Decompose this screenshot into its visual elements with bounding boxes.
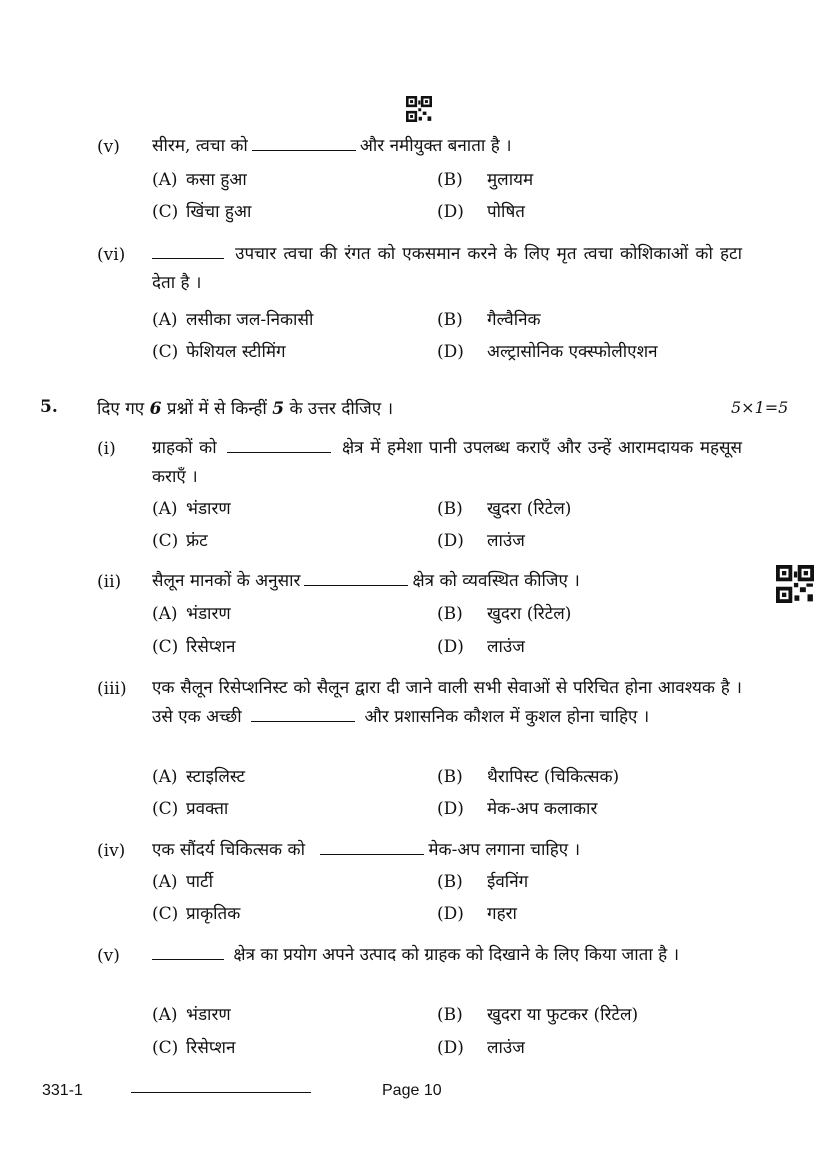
option-d: (D) अल्ट्रासोनिक एक्स्फोलीएशन [437, 342, 658, 362]
item-number: (v) [97, 946, 120, 966]
side-qr-code [776, 565, 814, 603]
option-a: (A) पार्टी [152, 872, 214, 892]
top-qr-code [405, 96, 433, 122]
q5-instruction: दिए गए 6 प्रश्नों में से किन्हीं 5 के उत्तर दीजिए । [97, 399, 394, 419]
item-number: (ii) [97, 572, 122, 592]
option-a: (A) भंडारण [152, 1005, 231, 1025]
option-a: (A) भंडारण [152, 499, 231, 519]
question-stem: सैलून मानकों के अनुसार क्षेत्र को व्यवस्थित कीजिए । [152, 571, 580, 591]
question-stem: सीरम, त्वचा को और नमीयुक्त बनाता है । [152, 136, 512, 156]
option-c: (C) रिसेप्शन [152, 637, 236, 657]
page-number: Page 10 [382, 1082, 442, 1099]
option-c: (C) रिसेप्शन [152, 1038, 236, 1058]
option-a: (A) कसा हुआ [152, 170, 247, 190]
option-b: (B) ईवनिंग [437, 872, 529, 892]
question-stem: उपचार त्वचा की रंगत को एकसमान करने के लिए मृत त्वचा कोशिकाओं को हटा देता है । [152, 244, 743, 293]
answer-blank [152, 257, 224, 259]
option-b: (B) गैल्वैनिक [437, 310, 541, 330]
item-number: (iii) [97, 679, 127, 699]
option-c: (C) फ्रंट [152, 531, 208, 551]
option-d: (D) लाउंज [437, 531, 525, 551]
question-stem: क्षेत्र का प्रयोग अपने उत्पाद को ग्राहक को दिखाने के लिए किया जाता है । [152, 941, 742, 970]
paper-code: 331-1 [42, 1082, 83, 1099]
answer-blank [252, 149, 356, 151]
option-b: (B) खुदरा या फुटकर (रिटेल) [437, 1005, 639, 1025]
answer-blank [304, 584, 408, 586]
option-b: (B) थैरापिस्ट (चिकित्सक) [437, 767, 620, 787]
option-a: (A) लसीका जल-निकासी [152, 310, 314, 330]
answer-blank [251, 720, 355, 722]
option-b: (B) खुदरा (रिटेल) [437, 499, 572, 519]
option-d: (D) पोषित [437, 202, 525, 222]
item-number: (iv) [97, 841, 126, 861]
question-stem: एक सैलून रिसेप्शनिस्ट को सैलून द्वारा दी जाने वाली सभी सेवाओं से परिचित होना आवश्यक है । उसे एक अच्छी और प्रशासनिक कौशल में कुशल होना चाहिए । [152, 678, 743, 727]
answer-blank [227, 451, 331, 453]
option-d: (D) लाउंज [437, 637, 525, 657]
option-a: (A) भंडारण [152, 604, 231, 624]
question-stem: एक सौंदर्य चिकित्सक को मेक-अप लगाना चाहिए । [152, 840, 581, 860]
item-number: (vi) [97, 245, 126, 265]
option-c: (C) खिंचा हुआ [152, 202, 252, 222]
question-stem: ग्राहकों को क्षेत्र में हमेशा पानी उपलब्ध कराएँ और उन्हें आरामदायक महसूस कराएँ । [152, 438, 743, 487]
marks-label: 5×1=5 [731, 398, 789, 417]
option-b: (B) मुलायम [437, 170, 534, 190]
footer-divider [131, 1092, 311, 1093]
option-d: (D) मेक-अप कलाकार [437, 799, 598, 819]
option-d: (D) गहरा [437, 904, 517, 924]
answer-blank [152, 958, 224, 960]
option-c: (C) फेशियल स्टीमिंग [152, 342, 286, 362]
item-number: (v) [97, 137, 120, 157]
option-d: (D) लाउंज [437, 1038, 525, 1058]
question-number: 5. [40, 397, 58, 417]
option-a: (A) स्टाइलिस्ट [152, 767, 246, 787]
option-c: (C) प्रवक्ता [152, 799, 229, 819]
option-c: (C) प्राकृतिक [152, 904, 241, 924]
option-b: (B) खुदरा (रिटेल) [437, 604, 572, 624]
item-number: (i) [97, 439, 116, 459]
answer-blank [320, 853, 424, 855]
